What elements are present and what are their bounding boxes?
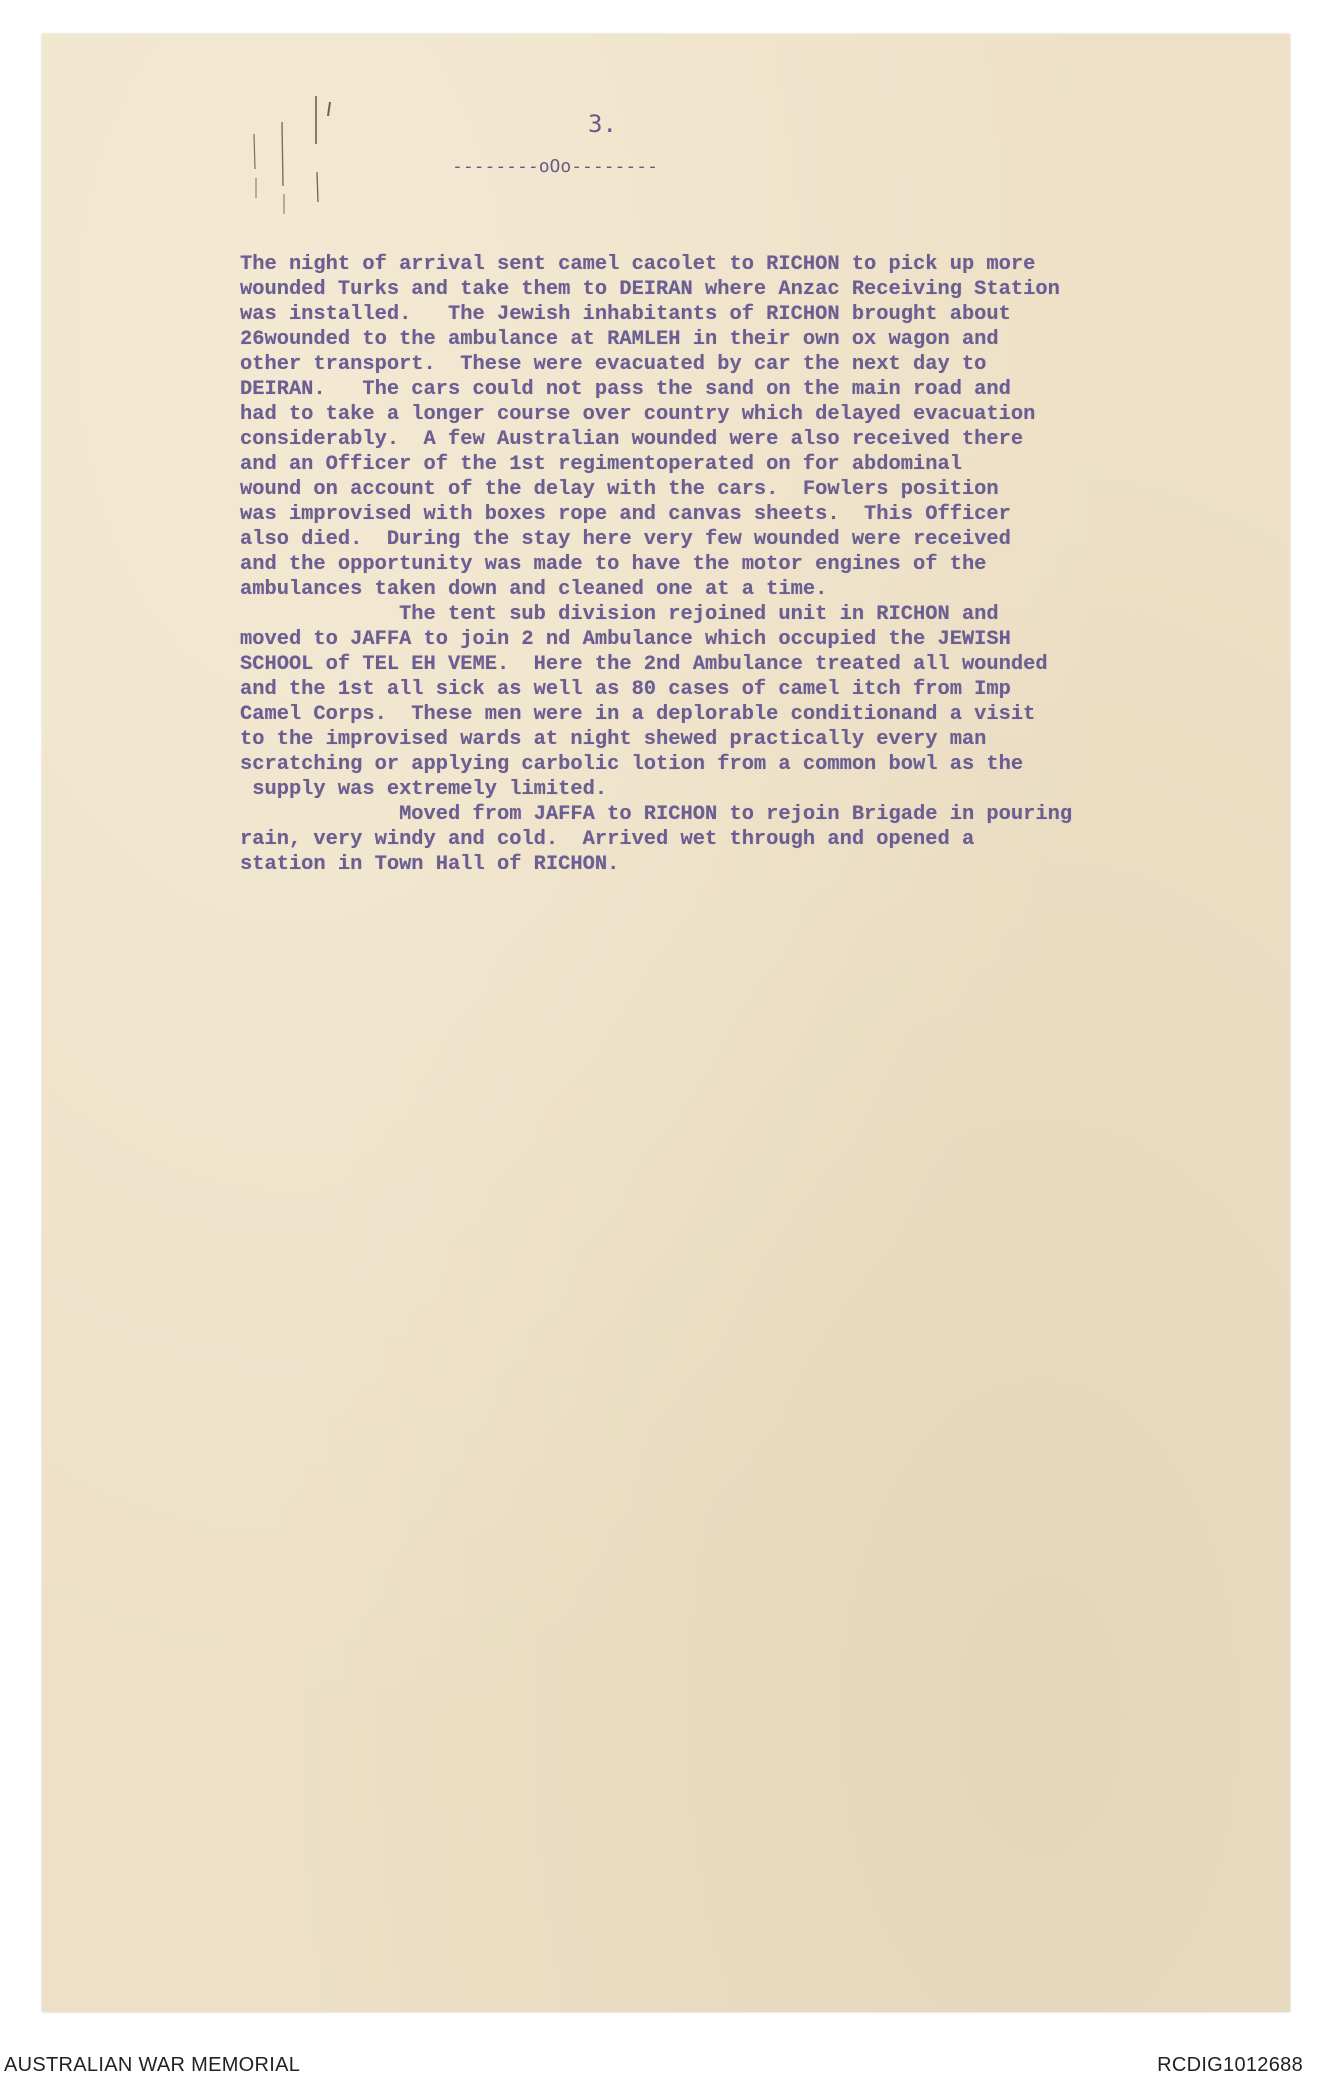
text-line: and an Officer of the 1st regimentoperated on for abdominal — [240, 453, 962, 476]
text-line: station in Town Hall of RICHON. — [240, 853, 620, 876]
text-line: supply was extremely limited. — [240, 778, 608, 801]
text-line: Camel Corps. These men were in a deplorable conditionand a visit — [240, 703, 1036, 726]
punch-hole-marks — [242, 94, 402, 244]
text-line: The night of arrival sent camel cacolet to RICHON to pick up more — [240, 253, 1036, 276]
text-line: was installed. The Jewish inhabitants of RICHON brought about — [240, 303, 1011, 326]
text-line: also died. During the stay here very few wounded were received — [240, 528, 1011, 551]
text-line: scratching or applying carbolic lotion from a common bowl as the — [240, 753, 1024, 776]
text-line: other transport. These were evacuated by car the next day to — [240, 353, 987, 376]
text-line: rain, very windy and cold. Arrived wet through and opened a — [240, 828, 975, 851]
archive-reference-id: RCDIG1012688 — [1157, 2054, 1303, 2076]
archive-credit: AUSTRALIAN WAR MEMORIAL — [4, 2054, 301, 2076]
text-line: had to take a longer course over country which delayed evacuation — [240, 403, 1036, 426]
text-line: and the opportunity was made to have the motor engines of the — [240, 553, 987, 576]
text-line: 26wounded to the ambulance at RAMLEH in their own ox wagon and — [240, 328, 999, 351]
section-separator: --------oOo-------- — [452, 156, 658, 177]
page-number: 3. — [588, 110, 617, 138]
text-line: Moved from JAFFA to RICHON to rejoin Brigade in pouring — [240, 803, 1073, 826]
typed-report-text — [240, 252, 1270, 877]
text-line: moved to JAFFA to join 2 nd Ambulance which occupied the JEWISH — [240, 628, 1011, 651]
text-line: DEIRAN. The cars could not pass the sand on the main road and — [240, 378, 1011, 401]
text-line: was improvised with boxes rope and canvas sheets. This Officer — [240, 503, 1011, 526]
text-line: wound on account of the delay with the cars. Fowlers position — [240, 478, 999, 501]
text-line: to the improvised wards at night shewed practically every man — [240, 728, 987, 751]
text-line: and the 1st all sick as well as 80 cases of camel itch from Imp — [240, 678, 1011, 701]
text-line: wounded Turks and take them to DEIRAN where Anzac Receiving Station — [240, 278, 1060, 301]
text-line: considerably. A few Australian wounded were also received there — [240, 428, 1024, 451]
text-line: The tent sub division rejoined unit in RICHON and — [240, 603, 999, 626]
text-line: ambulances taken down and cleaned one at a time. — [240, 578, 828, 601]
text-line: SCHOOL of TEL EH VEME. Here the 2nd Ambulance treated all wounded — [240, 653, 1048, 676]
